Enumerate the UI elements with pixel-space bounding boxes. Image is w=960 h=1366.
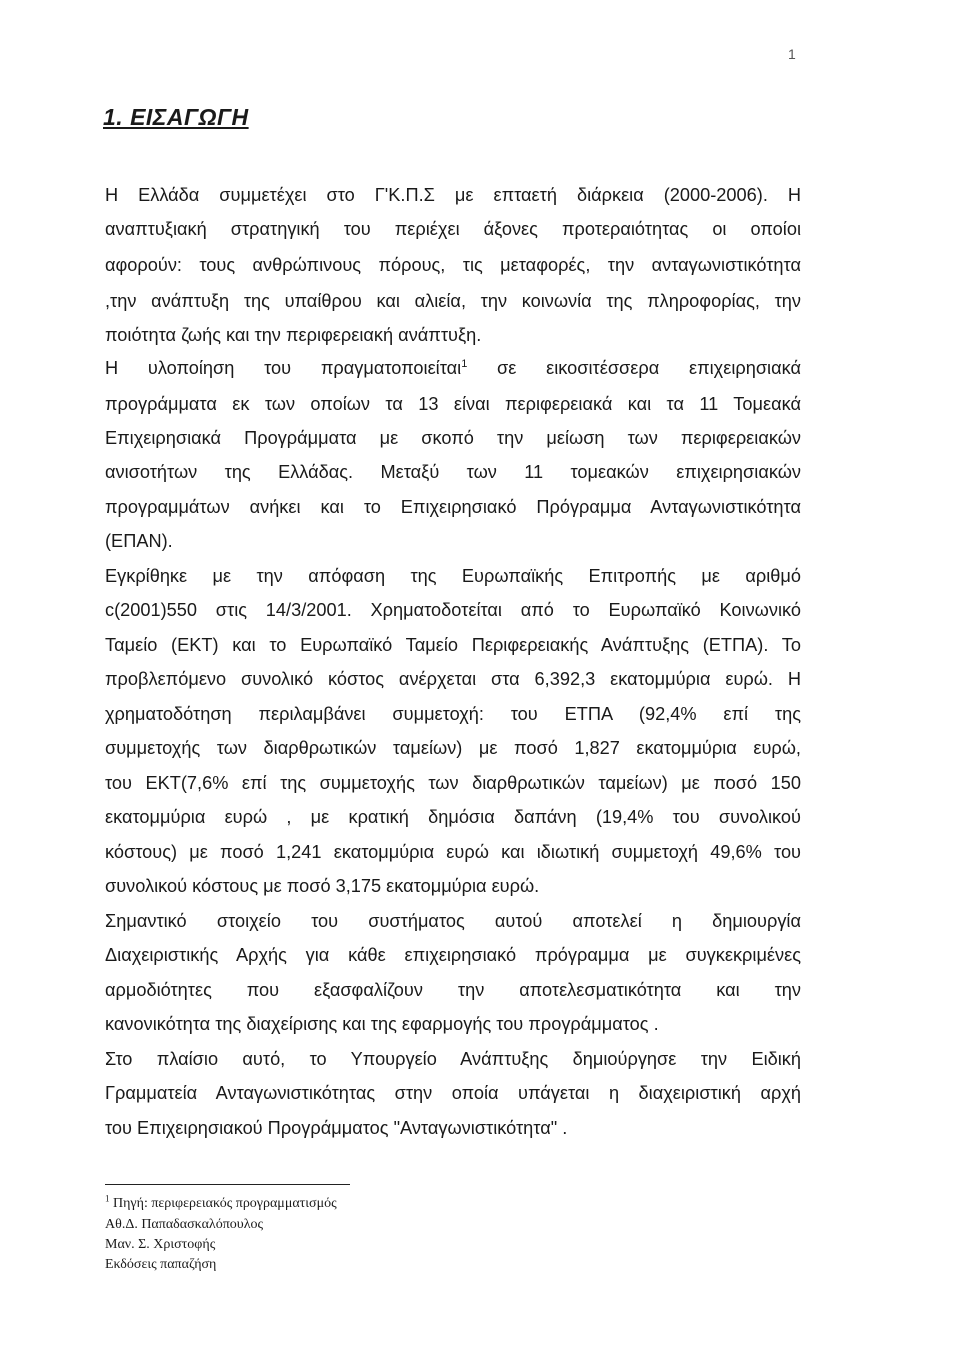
text-line: ,την ανάπτυξη της υπαίθρου και αλιεία, την κοινωνία της πληροφορίας, την xyxy=(105,291,801,311)
text-line: Γραμματεία Ανταγωνιστικότητας στην οποία υπάγεται η διαχειριστική αρχή xyxy=(105,1083,801,1103)
text-line: Ταμείο (ΕΚΤ) και το Ευρωπαϊκό Ταμείο Περιφερειακής Ανάπτυξης (ΕΤΠΑ). Το xyxy=(105,635,801,655)
text-line: Διαχειριστικής Αρχής για κάθε επιχειρησιακό πρόγραμμα με συγκεκριμένες xyxy=(105,945,801,965)
text-line: συνολικού κόστους με ποσό 3,175 εκατομμύρια ευρώ. xyxy=(105,876,540,896)
footnote-line: Αθ.Δ. Παπαδασκαλόπουλος xyxy=(105,1217,264,1232)
text-line: προβλεπόμενο συνολικό κόστος ανέρχεται στα 6,392,3 εκατομμύρια ευρώ. Η xyxy=(105,669,801,689)
section-heading: 1. ΕΙΣΑΓΩΓΗ xyxy=(103,104,249,130)
footnote-line xyxy=(105,1195,337,1213)
text-line: αναπτυξιακή στρατηγική του περιέχει άξονες προτεραιότητας οι οποίοι xyxy=(105,219,801,239)
footnote-line: Μαν. Σ. Χριστοφής xyxy=(105,1237,216,1252)
footnote-line: Εκδόσεις παπαζήση xyxy=(105,1257,217,1272)
text-line: προγραμμάτων ανήκει και το Επιχειρησιακό Πρόγραμμα Ανταγωνιστικότητα xyxy=(105,497,801,517)
text-line: κανονικότητα της διαχείρισης και της εφαρμογής του προγράμματος . xyxy=(105,1014,659,1034)
text-line: Σημαντικό στοιχείο του συστήματος αυτού αποτελεί η δημιουργία xyxy=(105,911,801,931)
footnote-reference: 1 xyxy=(461,357,468,370)
footnote-divider xyxy=(105,1184,350,1185)
text-line: Εγκρίθηκε με την απόφαση της Ευρωπαϊκής Επιτροπής με αριθμό xyxy=(105,566,801,586)
footnoted-text-start: Η υλοποίηση του πραγματοποιείται xyxy=(105,358,462,378)
text-line-with-footnote xyxy=(105,357,801,379)
text-line: ανισοτήτων της Ελλάδας. Μεταξύ των 11 τομεακών επιχειρησιακών xyxy=(105,462,801,482)
text-line: εκατομμύρια ευρώ , με κρατική δημόσια δαπάνη (19,4% του συνολικού xyxy=(105,807,801,827)
text-line: αρμοδιότητες που εξασφαλίζουν την αποτελεσματικότητα και την xyxy=(105,980,801,1000)
text-line: ποιότητα ζωής και την περιφερειακή ανάπτυξη. xyxy=(105,325,482,345)
text-line: του Επιχειρησιακού Προγράμματος "Ανταγωνιστικότητα" . xyxy=(105,1118,568,1138)
page-number: 1 xyxy=(788,46,796,62)
text-line: του ΕΚΤ(7,6% επί της συμμετοχής των διαρθρωτικών ταμείων) με ποσό 150 xyxy=(105,773,801,793)
text-line: προγράμματα εκ των οποίων τα 13 είναι περιφερειακά και τα 11 Τομεακά xyxy=(105,394,801,414)
footnote-source: Πηγή: περιφερειακός προγραμματισμός xyxy=(113,1196,337,1211)
text-line: Επιχειρησιακά Προγράμματα με σκοπό την μείωση των περιφερειακών xyxy=(105,428,801,448)
text-line: c(2001)550 στις 14/3/2001. Χρηματοδοτείται από το Ευρωπαϊκό Κοινωνικό xyxy=(105,600,801,620)
text-line: κόστους) με ποσό 1,241 εκατομμύρια ευρώ και ιδιωτική συμμετοχή 49,6% του xyxy=(105,842,801,862)
footnoted-text-end: σε εικοσιτέσσερα επιχειρησιακά xyxy=(467,358,801,378)
text-line: συμμετοχής των διαρθρωτικών ταμείων) με ποσό 1,827 εκατομμύρια ευρώ, xyxy=(105,738,801,758)
text-line: αφορούν: τους ανθρώπινους πόρους, τις μεταφορές, την ανταγωνιστικότητα xyxy=(105,255,801,275)
text-line: (ΕΠΑΝ). xyxy=(105,531,173,551)
text-line: Η Ελλάδα συμμετέχει στο Γ'Κ.Π.Σ με επταετή διάρκεια (2000-2006). Η xyxy=(105,185,801,205)
footnote-marker: 1 xyxy=(105,1193,110,1204)
text-line: Στο πλαίσιο αυτό, το Υπουργείο Ανάπτυξης δημιούργησε την Ειδική xyxy=(105,1049,801,1069)
text-line: χρηματοδότηση περιλαμβάνει συμμετοχή: του ΕΤΠΑ (92,4% επί της xyxy=(105,704,801,724)
